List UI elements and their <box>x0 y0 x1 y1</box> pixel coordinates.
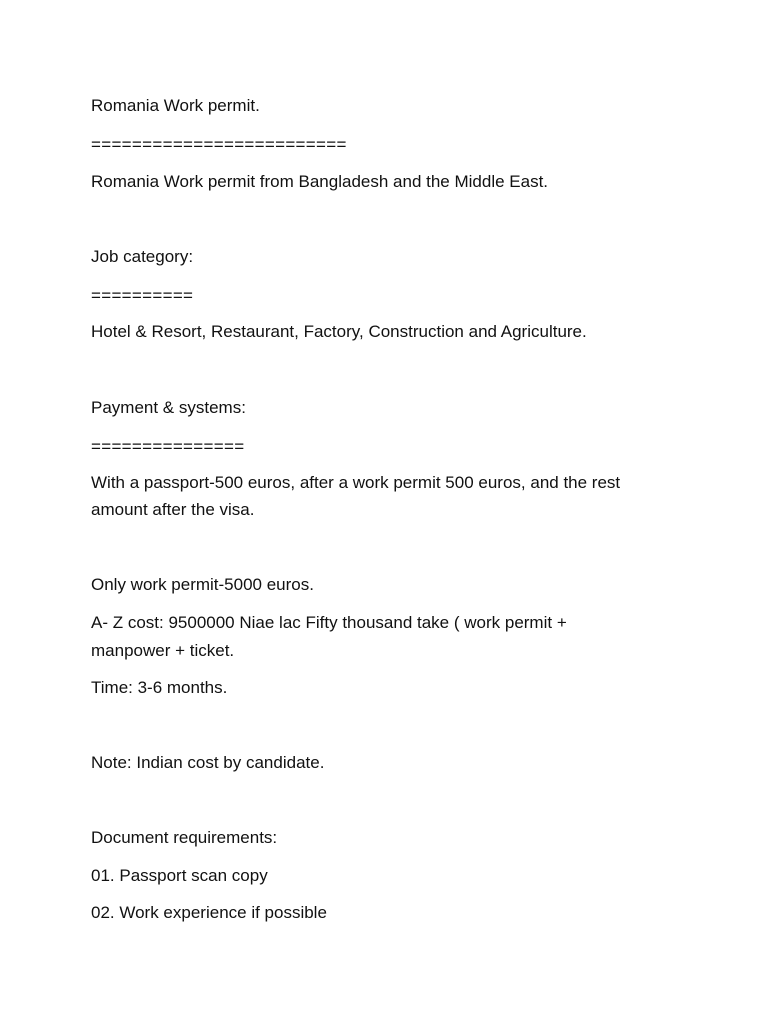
document-title: Romania Work permit. <box>91 96 260 115</box>
payment-text-line-2: amount after the visa. <box>91 500 255 519</box>
payment-text-line-1: With a passport-500 euros, after a work permit 500 euros, and the rest <box>91 473 621 492</box>
only-work-permit-cost: Only work permit-5000 euros. <box>91 575 314 594</box>
intro-text: Romania Work permit from Bangladesh and the Middle East. <box>91 172 549 191</box>
job-category-rule: ========== <box>91 286 194 305</box>
a-z-cost-line-1: A- Z cost: 9500000 Niae lac Fifty thousand take ( work permit + <box>91 613 567 632</box>
job-category-text: Hotel & Resort, Restaurant, Factory, Construction and Agriculture. <box>91 322 587 341</box>
document-requirement-item: 02. Work experience if possible <box>91 903 327 922</box>
processing-time: Time: 3-6 months. <box>91 678 228 697</box>
title-underline-rule: ========================= <box>91 135 347 154</box>
document-requirements-heading: Document requirements: <box>91 828 278 847</box>
a-z-cost-line-2: manpower + ticket. <box>91 641 235 660</box>
note-text: Note: Indian cost by candidate. <box>91 753 325 772</box>
payment-rule: =============== <box>91 437 245 456</box>
document-requirement-item: 01. Passport scan copy <box>91 866 268 885</box>
job-category-heading: Job category: <box>91 247 194 266</box>
payment-heading: Payment & systems: <box>91 398 246 417</box>
